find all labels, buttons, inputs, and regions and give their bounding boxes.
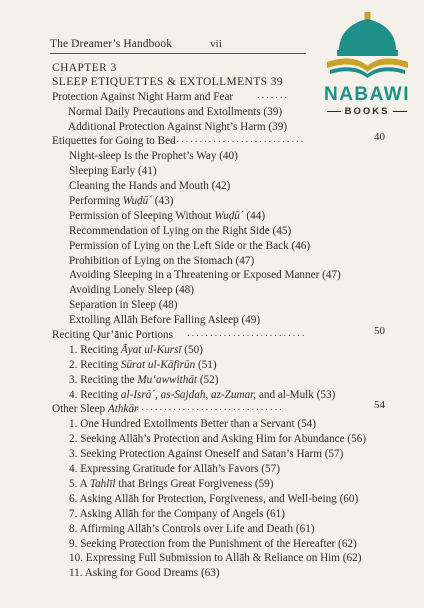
entry-text: 2. Seeking Allāh’s Protection and Asking Him for Abundance (56) bbox=[69, 433, 367, 446]
entry-text: Additional Protection Against Night’s Harm (39) bbox=[68, 120, 288, 133]
entry-text: 7. Asking Allāh for the Company of Angels (61) bbox=[69, 507, 285, 520]
entry-text: Night-sleep Is the Prophet’s Way (40) bbox=[69, 150, 238, 163]
logo-wordmark: NABAWI bbox=[323, 84, 411, 105]
entry-text-italic: Wuḍū´ bbox=[122, 195, 152, 208]
entry-text: (52) bbox=[197, 373, 219, 386]
toc-entry[interactable] bbox=[52, 492, 397, 507]
toc-entry[interactable] bbox=[52, 268, 397, 283]
toc-entry[interactable] bbox=[52, 254, 397, 269]
section-page-number: 50 bbox=[374, 325, 385, 338]
entry-text: Prohibition of Lying on the Stomach (47) bbox=[69, 254, 255, 267]
entry-text: Cleaning the Hands and Mouth (42) bbox=[69, 180, 231, 193]
entry-text-italic: Tahlīl bbox=[89, 477, 116, 490]
toc-entry[interactable] bbox=[52, 343, 397, 358]
toc-entry[interactable] bbox=[52, 209, 397, 224]
chapter-title: SLEEP ETIQUETTES & EXTOLLMENTS 39 bbox=[52, 75, 284, 88]
entry-text: 3. Reciting the bbox=[69, 373, 138, 386]
toc-entry[interactable] bbox=[52, 537, 397, 552]
section-items bbox=[52, 343, 397, 403]
entry-text: 4. Reciting bbox=[69, 388, 121, 401]
entry-text: Sleeping Early (41) bbox=[69, 165, 157, 178]
toc-entry[interactable] bbox=[52, 373, 397, 388]
section-items bbox=[52, 105, 397, 135]
toc-entry[interactable] bbox=[52, 224, 397, 239]
entry-text: 3. Seeking Protection Against Oneself and Satan’s Harm (57) bbox=[69, 448, 344, 461]
toc-entry[interactable] bbox=[52, 462, 397, 477]
toc-entry[interactable] bbox=[52, 477, 397, 492]
entry-text: Separation in Sleep (48) bbox=[69, 299, 178, 312]
toc-entry[interactable] bbox=[52, 149, 397, 164]
toc-entry[interactable] bbox=[52, 283, 397, 298]
section-items bbox=[52, 149, 397, 328]
entry-text: 6. Asking Allāh for Protection, Forgiveness, and Well-being (60) bbox=[69, 492, 359, 505]
section-title: Etiquettes for Going to Bed bbox=[52, 135, 176, 148]
section-page-number: 40 bbox=[374, 131, 385, 144]
chapter-number: CHAPTER 3 bbox=[52, 62, 117, 74]
toc-entry[interactable] bbox=[52, 507, 397, 522]
logo-sub-label: BOOKS bbox=[344, 106, 390, 117]
toc-entry[interactable] bbox=[52, 239, 397, 254]
entry-text-italic: Mu‘awwithāt bbox=[137, 373, 198, 386]
toc-entry[interactable] bbox=[52, 105, 397, 120]
section-title: Other Sleep bbox=[52, 403, 108, 416]
toc-entry[interactable] bbox=[52, 432, 397, 447]
toc-section-heading[interactable] bbox=[52, 325, 397, 343]
entry-text: Avoiding Sleeping in a Threatening or Exposed Manner (47) bbox=[69, 269, 341, 282]
entry-text-italic: Sūrat ul-Kāfirūn bbox=[120, 358, 196, 371]
dot-leader: .......................... bbox=[187, 328, 307, 340]
toc-entry[interactable] bbox=[52, 388, 397, 403]
entry-text: that Brings Great Forgiveness (59) bbox=[115, 477, 274, 490]
toc-section-heading[interactable] bbox=[52, 90, 397, 105]
entry-text: Permission of Sleeping Without bbox=[69, 209, 215, 222]
entry-text: (44) bbox=[243, 209, 266, 222]
entry-text-italic: al-Isrā´, as-Sajdah, az-Zumar, bbox=[120, 388, 257, 401]
entry-text: 8. Affirming Allāh’s Controls over Life and Death (61) bbox=[69, 522, 315, 535]
entry-text: 1. One Hundred Extollments Better than a Servant (54) bbox=[69, 418, 316, 431]
toc-entry[interactable] bbox=[52, 522, 397, 537]
book-title: The Dreamer’s Handbook bbox=[50, 38, 173, 50]
entry-text: Performing bbox=[69, 195, 123, 208]
toc-entry[interactable] bbox=[52, 313, 397, 328]
entry-text-italic: Āyat ul-Kursī bbox=[120, 343, 182, 356]
entry-text-italic: Wuḍū´ bbox=[214, 209, 244, 222]
toc-entry[interactable] bbox=[52, 120, 397, 135]
toc-entry[interactable] bbox=[52, 179, 397, 194]
toc-section-heading[interactable] bbox=[52, 399, 397, 417]
toc-entry[interactable] bbox=[52, 417, 397, 432]
entry-text: 10. Expressing Full Submission to Allāh & Reliance on Him (62) bbox=[69, 552, 362, 565]
section-title: Reciting Qur’ānic Portions bbox=[52, 329, 173, 342]
entry-text: 4. Expressing Gratitude for Allāh’s Favors (57) bbox=[69, 463, 280, 476]
toc-entry[interactable] bbox=[52, 447, 397, 462]
dot-leader: ....... bbox=[257, 89, 290, 101]
toc-entry[interactable] bbox=[52, 194, 397, 209]
entry-text: 11. Asking for Good Dreams (63) bbox=[69, 567, 220, 580]
section-items bbox=[52, 417, 397, 581]
entry-text: Extolling Allāh Before Falling Asleep (49) bbox=[69, 314, 261, 327]
section-page-number: 54 bbox=[374, 399, 385, 412]
entry-text: Avoiding Lonely Sleep (48) bbox=[69, 284, 195, 297]
header-rule bbox=[50, 53, 306, 54]
page-label: vii bbox=[210, 38, 222, 50]
toc-entry[interactable] bbox=[52, 358, 397, 373]
entry-text: (51) bbox=[195, 358, 217, 371]
entry-text: Permission of Lying on the Left Side or the Back (46) bbox=[69, 239, 311, 252]
entry-text: and al-Mulk (53) bbox=[256, 388, 336, 401]
section-title-italic: Athkār bbox=[107, 403, 139, 416]
entry-text: (50) bbox=[181, 343, 203, 356]
entry-text: 5. A bbox=[69, 477, 90, 490]
entry-text: Normal Daily Precautions and Extollments (39) bbox=[68, 105, 283, 118]
entry-text: 1. Reciting bbox=[69, 343, 121, 356]
toc-entry[interactable] bbox=[52, 164, 397, 179]
section-title: Protection Against Night Harm and Fear bbox=[52, 90, 234, 103]
toc-entry[interactable] bbox=[52, 566, 397, 581]
toc-entry[interactable] bbox=[52, 551, 397, 566]
dot-leader: ................................. bbox=[132, 402, 284, 414]
toc-section-heading[interactable] bbox=[52, 131, 397, 149]
dot-leader: ............................. bbox=[172, 134, 306, 146]
entry-text: 2. Reciting bbox=[69, 358, 121, 371]
table-of-contents bbox=[52, 61, 397, 581]
entry-text: 9. Seeking Protection from the Punishment of the Hereafter (62) bbox=[69, 537, 357, 550]
entry-text: (43) bbox=[151, 195, 174, 208]
entry-text: Recommendation of Lying on the Right Side (45) bbox=[69, 224, 292, 237]
toc-entry[interactable] bbox=[52, 298, 397, 313]
running-header bbox=[50, 38, 305, 50]
